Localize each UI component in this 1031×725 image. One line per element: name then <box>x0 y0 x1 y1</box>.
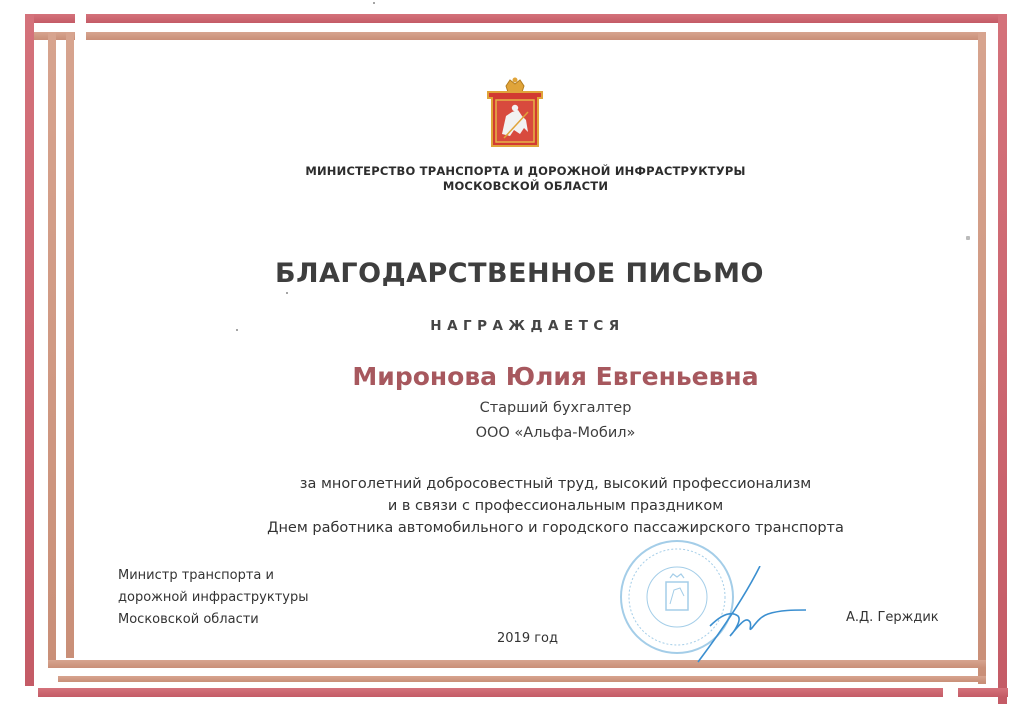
ministry-heading <box>10 164 1031 194</box>
frame-bottom-tan-bar-2 <box>58 676 986 682</box>
ministry-line-2: МОСКОВСКОЙ ОБЛАСТИ <box>442 179 609 193</box>
frame-left-tan-bar <box>48 32 56 668</box>
reason-line-3: Днем работника автомобильного и городского пассажирского транспорта <box>267 520 844 536</box>
frame-left-tan-bar-inner <box>66 32 74 658</box>
awarded-label: НАГРАЖДАЕТСЯ <box>430 318 625 334</box>
frame-top-tan-bar <box>86 32 986 40</box>
frame-bottom-red-bar <box>38 688 943 697</box>
handwritten-signature-icon <box>690 566 810 666</box>
signer-line-2: дорожной инфраструктуры <box>118 590 309 605</box>
signer-title <box>118 565 308 631</box>
frame-left-red-bar <box>25 14 34 686</box>
frame-right-red-bar <box>998 14 1007 704</box>
signer-name: А.Д. Герждик <box>846 610 939 625</box>
award-reason <box>40 473 1031 539</box>
scan-speck <box>236 329 238 331</box>
scan-speck <box>373 2 375 4</box>
reason-line-2: и в связи с профессиональным праздником <box>387 498 724 514</box>
recipient-position: Старший бухгалтер <box>479 400 632 416</box>
frame-top-red-bar-long <box>86 14 1006 23</box>
ministry-line-1: МИНИСТЕРСТВО ТРАНСПОРТА И ДОРОЖНОЙ ИНФРАСТРУКТУРЫ <box>305 164 746 178</box>
scan-speck <box>966 236 970 240</box>
issue-year: 2019 год <box>497 631 558 646</box>
signer-line-1: Министр транспорта и <box>118 568 274 583</box>
frame-bottom-red-bar-right <box>958 688 1008 697</box>
frame-right-tan-bar <box>978 32 986 684</box>
document-title: БЛАГОДАРСТВЕННОЕ ПИСЬМО <box>275 258 764 289</box>
recipient-name: Миронова Юлия Евгеньевна <box>352 362 759 391</box>
signer-line-3: Московской области <box>118 612 259 627</box>
scan-speck <box>286 292 288 294</box>
recipient-company: ООО «Альфа-Мобил» <box>475 425 636 441</box>
moscow-oblast-coat-of-arms-icon <box>484 76 546 156</box>
frame-bottom-tan-bar <box>48 660 986 668</box>
reason-line-1: за многолетний добросовестный труд, высокий профессионализм <box>299 476 812 492</box>
